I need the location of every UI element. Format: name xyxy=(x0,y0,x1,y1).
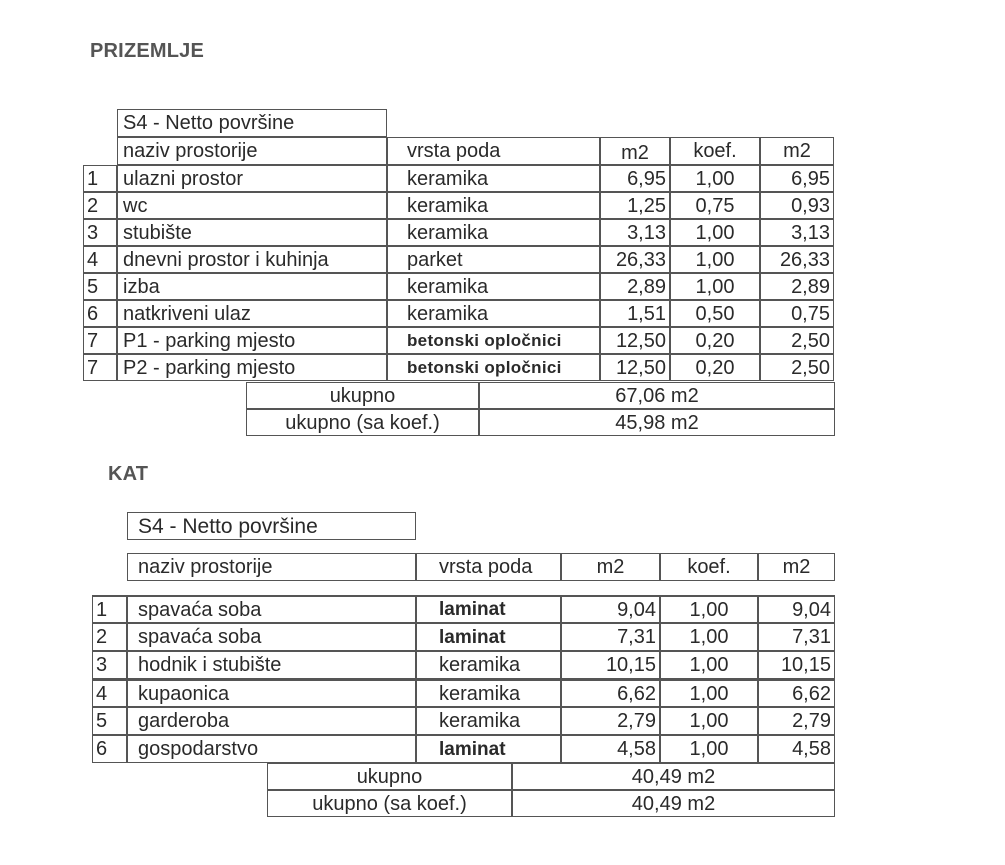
coefficient: 1,00 xyxy=(660,707,758,735)
room-name: spavaća soba xyxy=(127,623,416,651)
table-title: S4 - Netto površine xyxy=(117,109,387,137)
area-m2-koef: 6,62 xyxy=(758,679,835,707)
column-header-floor: vrsta poda xyxy=(387,137,600,165)
coefficient: 1,00 xyxy=(660,679,758,707)
column-header-m2-koef: m2 xyxy=(758,553,835,581)
column-header-m2: m2 xyxy=(600,137,670,165)
coefficient: 1,00 xyxy=(670,165,760,192)
area-m2-koef: 3,13 xyxy=(760,219,834,246)
coefficient: 1,00 xyxy=(660,623,758,651)
area-m2: 1,51 xyxy=(600,300,670,327)
room-name: gospodarstvo xyxy=(127,735,416,763)
total-koef-value: 45,98 m2 xyxy=(479,409,835,436)
column-header-koef: koef. xyxy=(670,137,760,165)
room-name: stubište xyxy=(117,219,387,246)
area-m2: 10,15 xyxy=(561,651,660,679)
floor-type: keramika xyxy=(387,192,600,219)
row-number: 4 xyxy=(83,246,117,273)
area-m2-koef: 6,95 xyxy=(760,165,834,192)
total-label: ukupno xyxy=(267,763,512,790)
row-number: 7 xyxy=(83,354,117,381)
total-koef-label: ukupno (sa koef.) xyxy=(267,790,512,817)
floor-type: keramika xyxy=(387,219,600,246)
section-heading-prizemlje: PRIZEMLJE xyxy=(90,40,205,62)
total-koef-value: 40,49 m2 xyxy=(512,790,835,817)
area-m2: 26,33 xyxy=(600,246,670,273)
room-name: natkriveni ulaz xyxy=(117,300,387,327)
row-number: 1 xyxy=(83,165,117,192)
coefficient: 1,00 xyxy=(670,273,760,300)
floor-type: keramika xyxy=(387,300,600,327)
column-header-m2: m2 xyxy=(561,553,660,581)
area-m2-koef: 2,50 xyxy=(760,327,834,354)
area-m2: 2,79 xyxy=(561,707,660,735)
coefficient: 0,20 xyxy=(670,354,760,381)
coefficient: 1,00 xyxy=(670,246,760,273)
coefficient: 1,00 xyxy=(670,219,760,246)
coefficient: 1,00 xyxy=(660,735,758,763)
coefficient: 1,00 xyxy=(660,595,758,623)
column-header-name: naziv prostorije xyxy=(127,553,416,581)
coefficient: 0,75 xyxy=(670,192,760,219)
area-m2-koef: 0,93 xyxy=(760,192,834,219)
coefficient: 0,50 xyxy=(670,300,760,327)
floor-type: keramika xyxy=(416,707,561,735)
room-name: spavaća soba xyxy=(127,595,416,623)
area-m2: 12,50 xyxy=(600,327,670,354)
row-number: 5 xyxy=(83,273,117,300)
room-name: dnevni prostor i kuhinja xyxy=(117,246,387,273)
row-number: 6 xyxy=(83,300,117,327)
total-value: 67,06 m2 xyxy=(479,382,835,409)
area-m2-koef: 7,31 xyxy=(758,623,835,651)
column-header-koef: koef. xyxy=(660,553,758,581)
row-number: 2 xyxy=(92,623,127,651)
total-koef-label: ukupno (sa koef.) xyxy=(246,409,479,436)
area-m2: 1,25 xyxy=(600,192,670,219)
row-number: 1 xyxy=(92,595,127,623)
area-m2: 7,31 xyxy=(561,623,660,651)
floor-type: keramika xyxy=(387,273,600,300)
room-name: P2 - parking mjesto xyxy=(117,354,387,381)
floor-type: keramika xyxy=(416,679,561,707)
room-name: izba xyxy=(117,273,387,300)
area-m2-koef: 10,15 xyxy=(758,651,835,679)
floor-type: laminat xyxy=(416,623,561,651)
area-m2: 2,89 xyxy=(600,273,670,300)
floor-type: betonski opločnici xyxy=(387,327,600,354)
floor-type: laminat xyxy=(416,735,561,763)
row-number: 2 xyxy=(83,192,117,219)
area-m2: 6,62 xyxy=(561,679,660,707)
row-number: 7 xyxy=(83,327,117,354)
row-number: 3 xyxy=(83,219,117,246)
area-m2-koef: 2,89 xyxy=(760,273,834,300)
table-title: S4 - Netto površine xyxy=(127,512,416,540)
area-m2-koef: 0,75 xyxy=(760,300,834,327)
area-m2: 3,13 xyxy=(600,219,670,246)
coefficient: 0,20 xyxy=(670,327,760,354)
column-header-m2-koef: m2 xyxy=(760,137,834,165)
column-header-name: naziv prostorije xyxy=(117,137,387,165)
area-m2-koef: 4,58 xyxy=(758,735,835,763)
row-number: 6 xyxy=(92,735,127,763)
area-m2: 6,95 xyxy=(600,165,670,192)
floor-type: laminat xyxy=(416,595,561,623)
area-m2: 9,04 xyxy=(561,595,660,623)
total-value: 40,49 m2 xyxy=(512,763,835,790)
area-m2-koef: 2,79 xyxy=(758,707,835,735)
total-label: ukupno xyxy=(246,382,479,409)
room-name: hodnik i stubište xyxy=(127,651,416,679)
floor-type: betonski opločnici xyxy=(387,354,600,381)
area-m2-koef: 26,33 xyxy=(760,246,834,273)
column-header-floor: vrsta poda xyxy=(416,553,561,581)
row-number: 3 xyxy=(92,651,127,679)
coefficient: 1,00 xyxy=(660,651,758,679)
room-name: kupaonica xyxy=(127,679,416,707)
area-m2: 4,58 xyxy=(561,735,660,763)
floor-type: keramika xyxy=(387,165,600,192)
room-name: P1 - parking mjesto xyxy=(117,327,387,354)
area-m2: 12,50 xyxy=(600,354,670,381)
floor-type: keramika xyxy=(416,651,561,679)
room-name: garderoba xyxy=(127,707,416,735)
section-heading-kat: KAT xyxy=(108,463,149,485)
area-m2-koef: 9,04 xyxy=(758,595,835,623)
floor-type: parket xyxy=(387,246,600,273)
room-name: ulazni prostor xyxy=(117,165,387,192)
row-number: 4 xyxy=(92,679,127,707)
area-m2-koef: 2,50 xyxy=(760,354,834,381)
row-number: 5 xyxy=(92,707,127,735)
room-name: wc xyxy=(117,192,387,219)
